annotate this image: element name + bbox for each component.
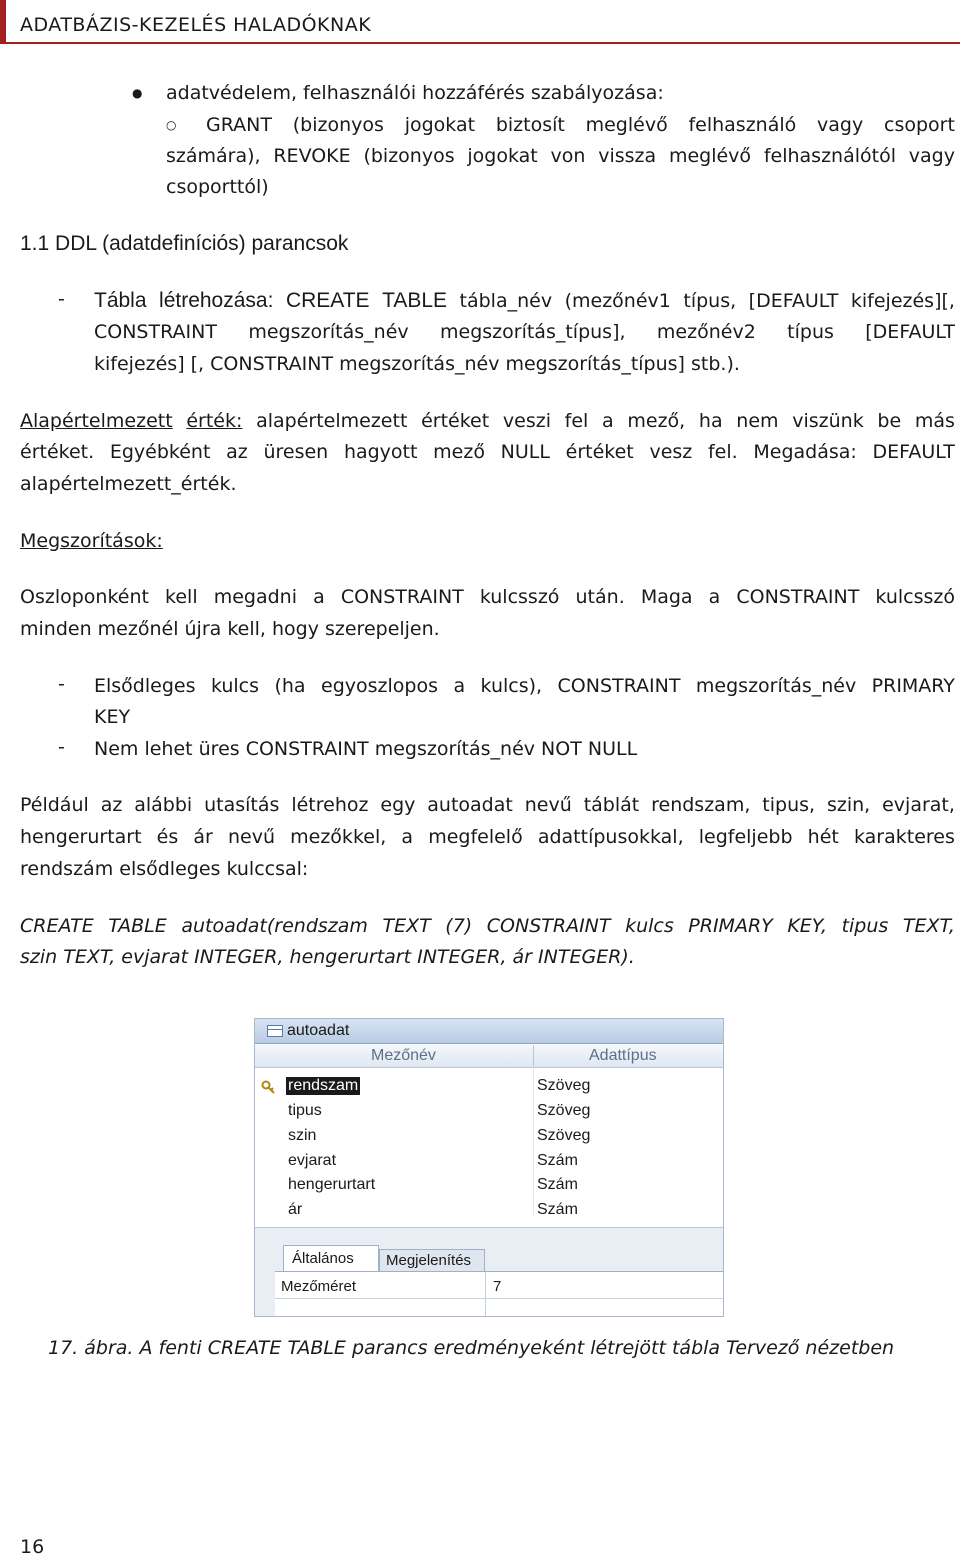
column-header-field: Mezőnév <box>371 1047 436 1064</box>
section-heading: 1.1 DDL (adatdefiníciós) parancsok <box>20 232 349 255</box>
constraints-heading: Megszorítások: <box>20 530 163 552</box>
bullet-dot: ● <box>132 86 143 100</box>
list-dash: - <box>58 736 65 758</box>
table-row <box>255 1075 723 1099</box>
primary-key-icon <box>261 1080 279 1094</box>
tab-general-label: Általános <box>292 1250 354 1267</box>
figure-caption: 17. ábra. A fenti CREATE TABLE parancs eredményeként létrejött tábla Tervező nézetben <box>48 1337 895 1359</box>
field-type: Szám <box>537 1152 578 1169</box>
page-header <box>0 0 960 44</box>
field-type: Szám <box>537 1201 578 1218</box>
page-number: 16 <box>20 1536 45 1558</box>
field-type: Szöveg <box>537 1102 591 1119</box>
table-row <box>255 1125 723 1149</box>
example-line-2: hengerurtart és ár nevű mezőkkel, a megfelelő adattípusokkal, legfeljebb hét karakteres <box>20 826 955 848</box>
field-type: Szöveg <box>537 1127 591 1144</box>
sub-bullet-circle: ○ <box>166 118 177 132</box>
tab-general <box>283 1245 379 1272</box>
field-name: ár <box>288 1201 303 1218</box>
list-dash: - <box>58 288 65 310</box>
property-grid <box>275 1271 723 1317</box>
list-dash: - <box>58 673 65 695</box>
constraint-item-2: Nem lehet üres CONSTRAINT megszorítás_név NOT NULL <box>94 738 638 760</box>
constraints-line-2: minden mezőnél újra kell, hogy szerepeljen. <box>20 618 440 640</box>
code-line-2: szin TEXT, evjarat INTEGER, hengerurtart INTEGER, ár INTEGER). <box>20 946 635 968</box>
table-row <box>255 1150 723 1174</box>
field-type: Szám <box>537 1176 578 1193</box>
object-tab-name: autoadat <box>287 1022 350 1039</box>
column-header-type: Adattípus <box>589 1047 657 1064</box>
default-para-line-2: értéket. Egyébként az üresen hagyott mező NULL értéket vesz fel. Megadása: DEFAULT <box>20 441 955 463</box>
field-name: hengerurtart <box>288 1176 376 1193</box>
field-name: evjarat <box>288 1152 337 1169</box>
constraint-item-1-line-2: KEY <box>94 706 131 728</box>
property-divider <box>275 1298 723 1299</box>
sub-bullet-line-3: csoporttól) <box>166 176 269 198</box>
table-icon <box>267 1025 283 1037</box>
constraint-item-1-line-1: Elsődleges kulcs (ha egyoszlopos a kulcs), CONSTRAINT megszorítás_név PRIMARY <box>94 675 955 697</box>
tab-display <box>379 1249 485 1272</box>
constraints-line-1: Oszloponként kell megadni a CONSTRAINT kulcsszó után. Maga a CONSTRAINT kulcsszó <box>20 586 955 608</box>
example-line-3: rendszám elsődleges kulccsal: <box>20 858 309 880</box>
example-line-1: Például az alábbi utasítás létrehoz egy autoadat nevű táblát rendszam, tipus, szin, evjarat, <box>20 794 955 816</box>
create-item-line-1: Tábla létrehozása: CREATE TABLE tábla_név (mezőnév1 típus, [DEFAULT kifejezés][, <box>94 289 955 312</box>
tab-display-label: Megjelenítés <box>386 1252 472 1269</box>
table-row <box>255 1199 723 1223</box>
default-para-line-1: Alapértelmezett érték: alapértelmezett értéket veszi fel a mező, ha nem viszünk be más <box>20 410 955 432</box>
object-tab-bar <box>255 1019 723 1044</box>
property-divider <box>485 1272 486 1317</box>
column-header <box>255 1045 723 1068</box>
column-separator <box>533 1045 534 1067</box>
field-name: tipus <box>288 1102 322 1119</box>
table-row <box>255 1100 723 1124</box>
create-item-line-3: kifejezés] [, CONSTRAINT megszorítás_név megszorítás_típus] stb.). <box>94 353 740 375</box>
sub-bullet-line-1: GRANT (bizonyos jogokat biztosít meglévő felhasználó vagy csoport <box>206 114 955 136</box>
property-value: 7 <box>493 1278 502 1295</box>
property-label: Mezőméret <box>281 1278 357 1295</box>
table-row <box>255 1174 723 1198</box>
sub-bullet-line-2: számára), REVOKE (bizonyos jogokat von vissza meglévő felhasználótól vagy <box>166 145 955 167</box>
field-name: szin <box>288 1127 317 1144</box>
default-para-line-3: alapértelmezett_érték. <box>20 473 237 495</box>
header-title: ADATBÁZIS-KEZELÉS HALADÓKNAK <box>20 14 372 36</box>
field-type: Szöveg <box>537 1077 591 1094</box>
field-name: rendszam <box>288 1077 359 1094</box>
create-item-line-2: CONSTRAINT megszorítás_név megszorítás_típus], mezőnév2 típus [DEFAULT <box>94 321 955 343</box>
code-line-1: CREATE TABLE autoadat(rendszam TEXT (7) CONSTRAINT kulcs PRIMARY KEY, tipus TEXT, <box>20 915 955 937</box>
design-view-screenshot <box>254 1018 724 1317</box>
bullet-text: adatvédelem, felhasználói hozzáférés szabályozása: <box>166 82 664 104</box>
